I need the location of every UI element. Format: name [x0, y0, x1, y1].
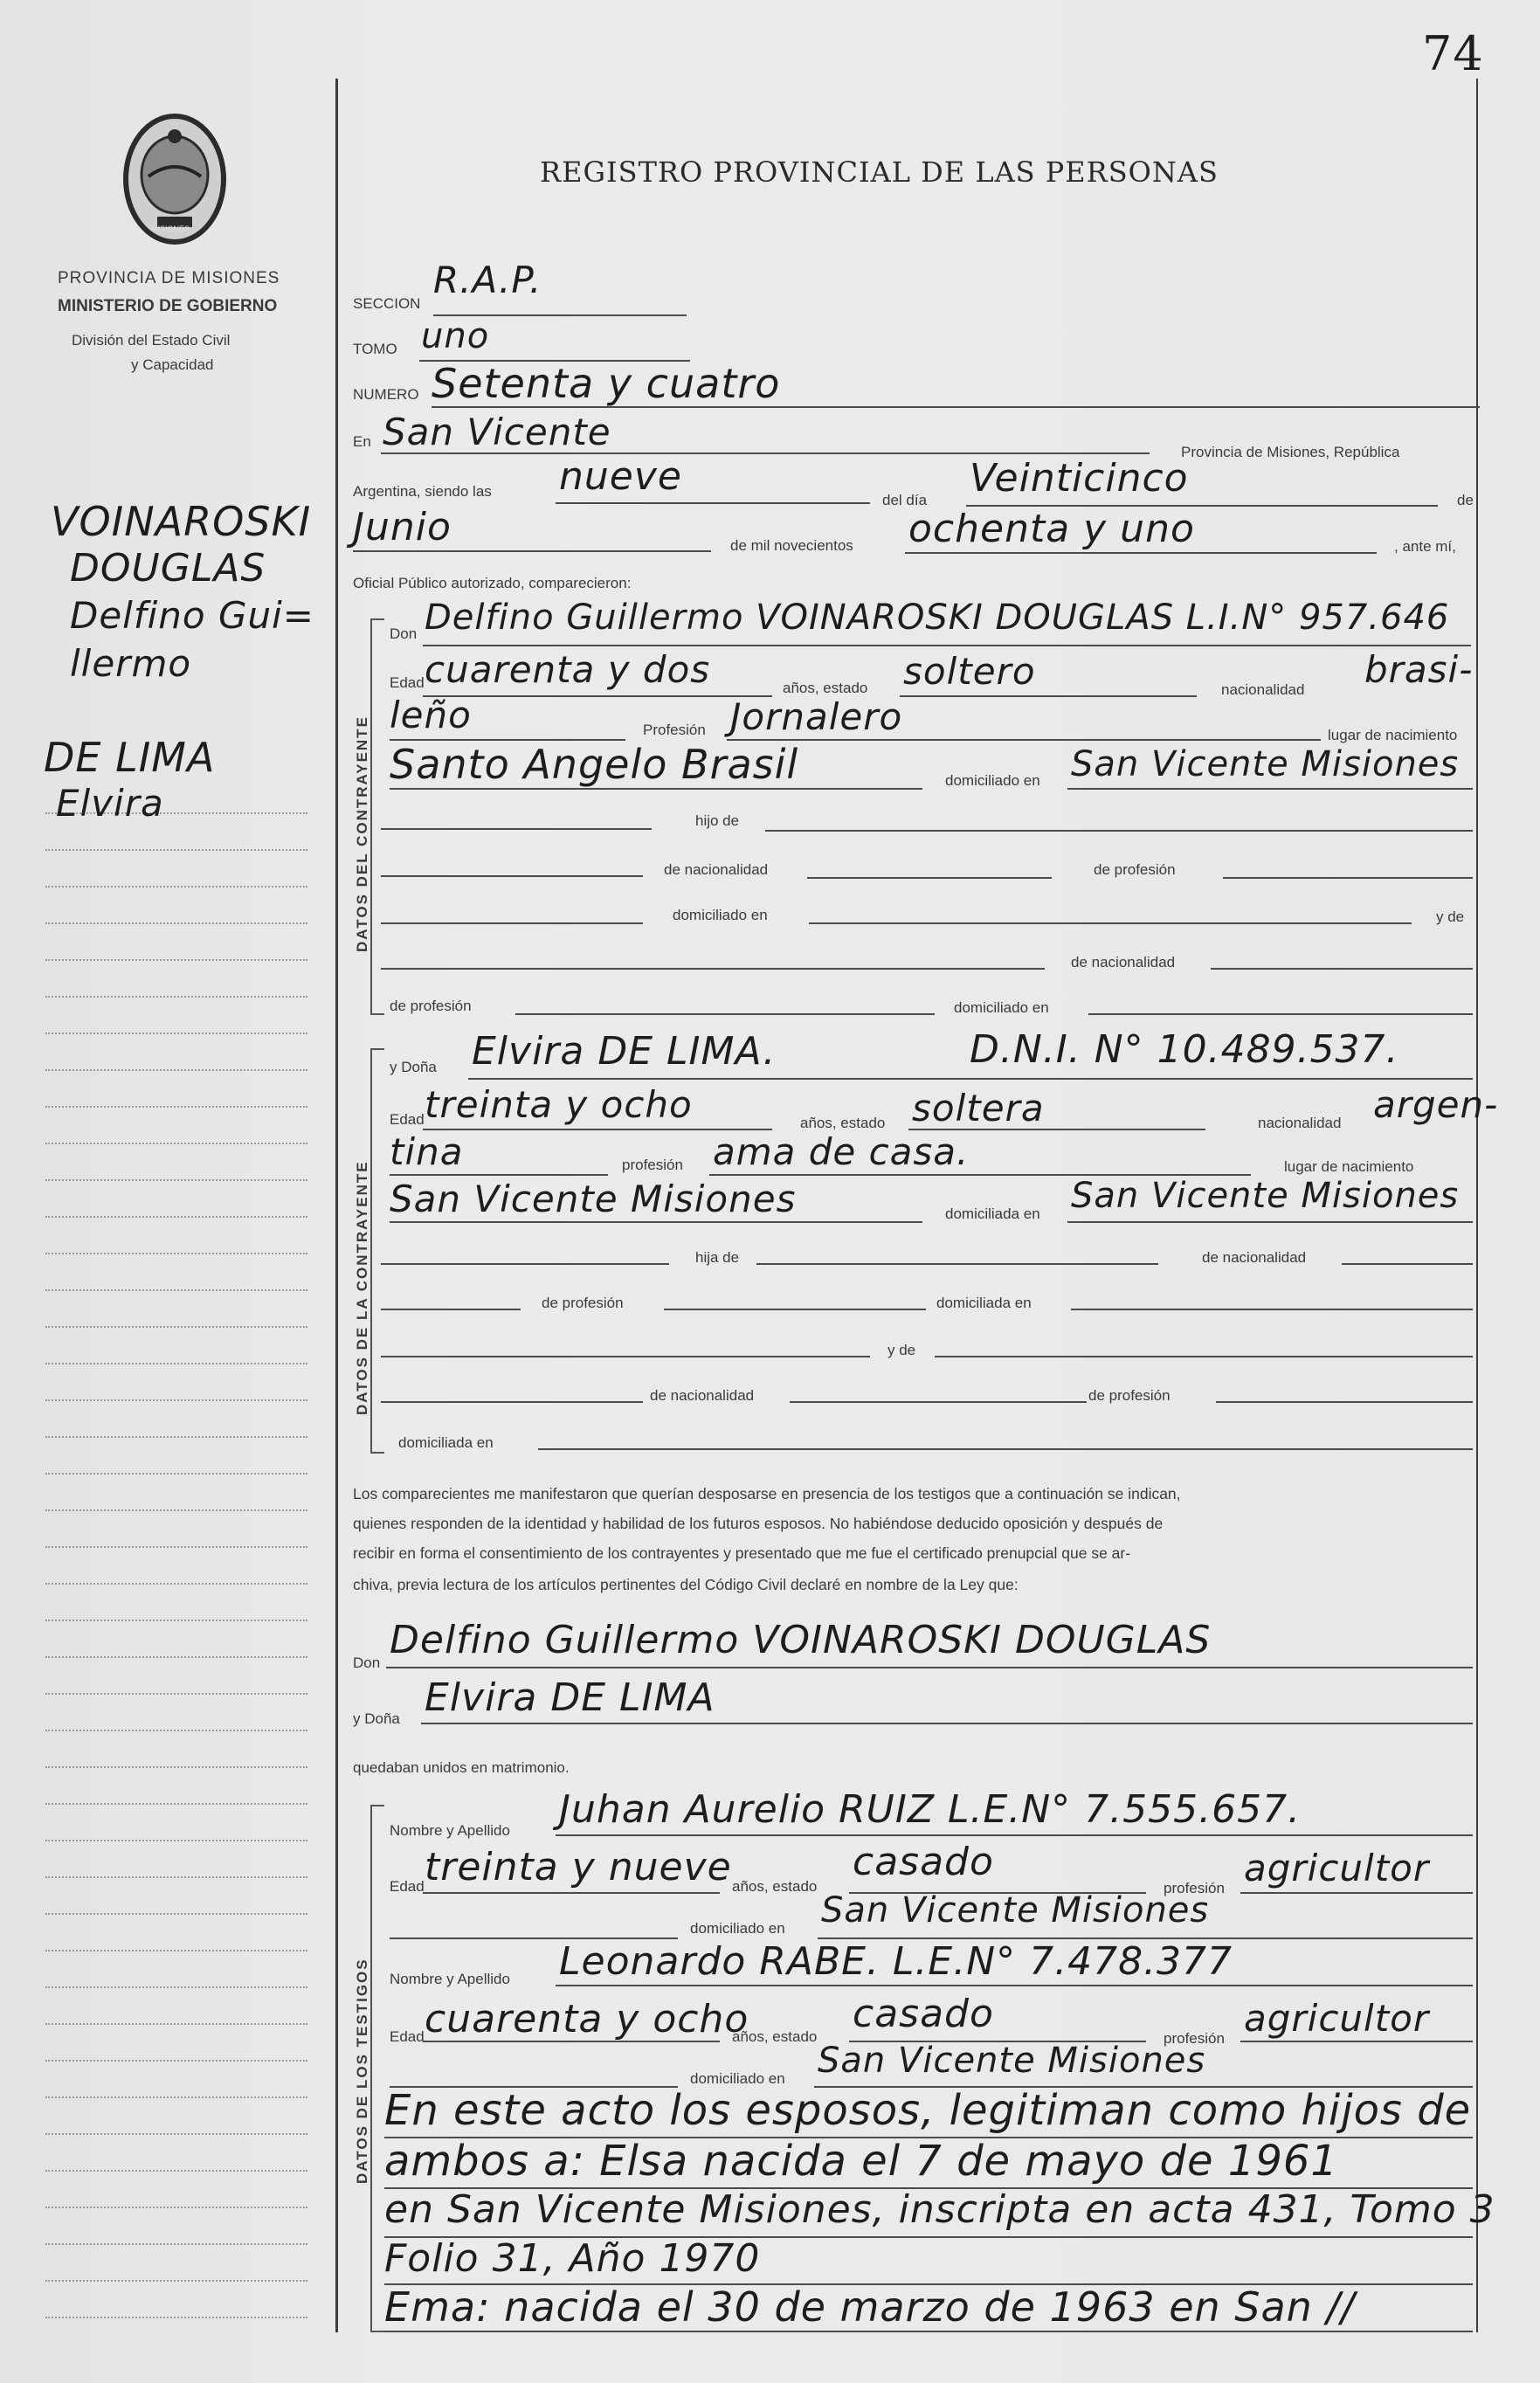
bride-dom-en-label: domiciliada en — [936, 1295, 1032, 1311]
note-line-5: Ema: nacida el 30 de marzo de 1963 en San // — [384, 2283, 1356, 2331]
right-margin-rule — [1476, 79, 1478, 2332]
w2-name-line — [556, 1985, 1473, 1986]
note-line-3: en San Vicente Misiones, inscripta en acta 431, Tomo 3 — [384, 2187, 1495, 2232]
groom-estado-value: soltero — [903, 650, 1036, 693]
groom-edad-line — [423, 695, 772, 697]
argentina-text: Argentina, siendo las — [353, 483, 492, 500]
groom-de-nac-label: de nacionalidad — [664, 861, 769, 878]
bride-domicilio-value: San Vicente Misiones — [1071, 1176, 1460, 1216]
bride-domiciliada-label: domiciliada en — [945, 1205, 1040, 1222]
groom-blank-line-1 — [381, 828, 652, 830]
margin-rule — [45, 849, 307, 851]
bride-y-de-label: y de — [887, 1342, 916, 1358]
margin-groom-given2: llermo — [70, 642, 192, 685]
seccion-value: R.A.P. — [433, 259, 542, 301]
margin-rule — [45, 959, 307, 961]
bride-section-label: DATOS DE LA CONTRAYENTE — [354, 1160, 370, 1415]
institution-ministry: MINISTERIO DE GOBIERNO — [58, 297, 278, 315]
hora-value: nueve — [559, 454, 682, 499]
margin-rule — [45, 2207, 307, 2208]
note-line-4: Folio 31, Año 1970 — [384, 2236, 761, 2281]
bride-blank-line-3 — [381, 1356, 870, 1357]
margin-rule — [45, 2060, 307, 2062]
w2-name-label: Nombre y Apellido — [390, 1971, 510, 1987]
w1-anos-label: años, estado — [732, 1878, 818, 1895]
margin-rule — [45, 1509, 307, 1511]
numero-value: Setenta y cuatro — [432, 360, 781, 407]
groom-de-prof-line — [1223, 877, 1473, 879]
w1-name-label: Nombre y Apellido — [390, 1822, 510, 1839]
margin-rule — [45, 1363, 307, 1364]
ante-mi: , ante mí, — [1394, 538, 1456, 555]
numero-label: NUMERO — [353, 386, 419, 403]
groom-de-prof-label2: de profesión — [390, 998, 472, 1014]
margin-rule — [45, 996, 307, 998]
groom-dom-en-line2 — [1088, 1013, 1473, 1015]
groom-don-label: Don — [390, 625, 418, 642]
bride-lugar-line — [390, 1221, 922, 1223]
bride-de-prof-line — [664, 1309, 926, 1310]
bride-profesion-value: ama de casa. — [713, 1130, 970, 1173]
de-mil-label: de mil novecientos — [730, 537, 853, 554]
bride-dona-value: Elvira DE LIMA. — [472, 1029, 777, 1074]
bride-lugar-value: San Vicente Misiones — [390, 1178, 797, 1220]
groom-dom-en-line — [809, 922, 1412, 924]
margin-rule — [45, 1216, 307, 1218]
w2-anos-label: años, estado — [732, 2028, 818, 2045]
groom-lugar-value: Santo Angelo Brasil — [390, 741, 799, 788]
groom-domiciliado-label: domiciliado en — [945, 772, 1040, 789]
w1-dom-value: San Vicente Misiones — [821, 1890, 1210, 1931]
margin-rule — [45, 1473, 307, 1475]
dia-value: Veinticinco — [970, 456, 1189, 501]
bride-y-de-line — [935, 1356, 1473, 1357]
margin-rule — [45, 2280, 307, 2282]
groom-domicilio-value: San Vicente Misiones — [1071, 744, 1460, 784]
mes-line — [353, 550, 711, 552]
w1-prof-value: agricultor — [1244, 1847, 1430, 1889]
w1-name-line — [556, 1834, 1473, 1836]
bride-edad-value: treinta y ocho — [425, 1083, 693, 1126]
declaration-line-1: Los comparecientes me manifestaron que querían desposarse en presencia de los testigos que a continuación se indican, — [353, 1485, 1181, 1502]
margin-rule — [45, 2170, 307, 2172]
note-line-1: En este acto los esposos, legitiman como hijos de — [384, 2086, 1472, 2135]
margin-rule — [45, 1656, 307, 1658]
margin-rule — [45, 1766, 307, 1768]
witness-bracket — [370, 1805, 384, 2332]
w2-edad-line — [423, 2041, 720, 2042]
margin-rule — [45, 1546, 307, 1548]
w2-edad-label: Edad — [390, 2028, 425, 2045]
groom-dom-en-label2: domiciliado en — [954, 999, 1049, 1016]
margin-rule — [45, 1033, 307, 1034]
bride-estado-value: soltera — [912, 1087, 1045, 1129]
del-dia-label: del día — [882, 492, 928, 508]
decl-dona-value: Elvira DE LIMA — [425, 1675, 715, 1720]
w1-prof-line — [1240, 1892, 1473, 1894]
groom-nacionalidad-label: nacionalidad — [1221, 681, 1305, 698]
w1-estado-value: casado — [853, 1840, 994, 1884]
margin-rule — [45, 1730, 307, 1731]
bride-de-prof-label: de profesión — [542, 1295, 624, 1311]
margin-rule — [45, 1803, 307, 1805]
groom-blank-line-3 — [381, 922, 643, 924]
declaration-line-3: recibir en forma el consentimiento de los contrayentes y presentado que me fue el certificado prenupcial que se ar- — [353, 1544, 1131, 1562]
margin-rule — [45, 1876, 307, 1878]
margin-groom-given1: Delfino Gui= — [70, 594, 314, 637]
bride-nacionalidad-value: argen- — [1373, 1083, 1499, 1126]
w2-estado-value: casado — [853, 1992, 994, 2036]
bride-blank-line-4 — [381, 1401, 643, 1403]
margin-rule — [45, 1106, 307, 1108]
margin-rule — [45, 922, 307, 924]
groom-nacionalidad-value: brasi- — [1364, 648, 1474, 691]
bride-hija-de-label: hija de — [695, 1249, 740, 1266]
groom-de-prof-label: de profesión — [1094, 861, 1176, 878]
margin-rule — [45, 1179, 307, 1181]
margin-rule — [45, 1436, 307, 1438]
w1-edad-value: treinta y nueve — [425, 1845, 732, 1889]
bride-de-prof-label2: de profesión — [1088, 1387, 1171, 1404]
anio-value: ochenta y uno — [908, 507, 1195, 551]
margin-rule — [45, 2133, 307, 2135]
decl-dona-label: y Doña — [353, 1710, 400, 1727]
witness-section-label: DATOS DE LOS TESTIGOS — [354, 1958, 370, 2184]
groom-section-label: DATOS DEL CONTRAYENTE — [354, 715, 370, 952]
page-title: REGISTRO PROVINCIAL DE LAS PERSONAS — [540, 155, 1219, 189]
bride-domicilio-line — [1067, 1221, 1473, 1223]
institution-capacity: y Capacidad — [131, 356, 214, 373]
margin-rule — [45, 1289, 307, 1291]
groom-y-de-label: y de — [1436, 908, 1465, 925]
decl-don-line — [386, 1667, 1473, 1668]
groom-domicilio-line — [1067, 788, 1473, 790]
margin-rule — [45, 2243, 307, 2245]
en-label: En — [353, 433, 371, 450]
margin-rule — [45, 1143, 307, 1144]
decl-dona-line — [421, 1723, 1473, 1724]
bride-de-prof-line2 — [1216, 1401, 1473, 1403]
groom-de-nac-line — [807, 877, 1052, 879]
bride-doc-value: D.N.I. N° 10.489.537. — [970, 1027, 1399, 1072]
w1-prof-label: profesión — [1164, 1880, 1225, 1896]
decl-don-value: Delfino Guillermo VOINAROSKI DOUGLAS — [390, 1618, 1212, 1662]
seccion-label: SECCION — [353, 295, 421, 312]
margin-rule — [45, 1620, 307, 1621]
margin-groom-surname2: DOUGLAS — [70, 546, 266, 591]
groom-bracket — [370, 618, 384, 1015]
w2-prof-label: profesión — [1164, 2030, 1225, 2047]
bride-anos-label: años, estado — [800, 1115, 886, 1131]
bride-nacionalidad-label: nacionalidad — [1258, 1115, 1342, 1131]
bride-blank-line-2 — [381, 1309, 521, 1310]
w2-prof-line — [1240, 2041, 1473, 2042]
bride-bracket — [370, 1048, 384, 1454]
bride-nac-cont-line — [390, 1174, 608, 1176]
w1-edad-line — [423, 1892, 720, 1894]
groom-estado-line — [900, 695, 1197, 697]
groom-de-nac-label2: de nacionalidad — [1071, 954, 1176, 970]
groom-dom-en-label: domiciliado en — [673, 907, 768, 923]
bride-de-nac-label: de nacionalidad — [1202, 1249, 1307, 1266]
institution-division: División del Estado Civil — [72, 332, 231, 349]
tomo-value: uno — [421, 316, 490, 356]
groom-blank-line-2 — [381, 875, 643, 877]
groom-edad-value: cuarenta y dos — [425, 648, 711, 691]
w2-dom-label: domiciliado en — [690, 2070, 785, 2087]
groom-don-line — [423, 645, 1471, 646]
left-margin-rule — [335, 79, 338, 2332]
groom-lugar-line — [390, 788, 922, 790]
institution-province: PROVINCIA DE MISIONES — [58, 269, 280, 287]
bride-de-nac-label2: de nacionalidad — [650, 1387, 755, 1404]
margin-rule — [45, 1326, 307, 1328]
bride-dom-en-label2: domiciliada en — [398, 1434, 494, 1451]
groom-profesion-line — [727, 739, 1321, 741]
declaration-line-4: chiva, previa lectura de los artículos pertinentes del Código Civil declaré en nombre de la Ley que: — [353, 1576, 1019, 1593]
bride-de-nac-line2 — [790, 1401, 1087, 1403]
bride-dom-en-line2 — [538, 1448, 1473, 1450]
groom-de-prof-line2 — [515, 1013, 935, 1015]
groom-profesion-label: Profesión — [643, 722, 706, 738]
groom-lugar-label: lugar de nacimiento — [1328, 727, 1458, 743]
anio-line — [905, 552, 1377, 554]
en-value: San Vicente — [383, 411, 611, 453]
margin-rule — [45, 1253, 307, 1254]
note-line-5-rule — [384, 2331, 1473, 2332]
provincia-text: Provincia de Misiones, República — [1181, 444, 1400, 460]
mes-value: Junio — [353, 505, 452, 549]
margin-rule — [45, 2023, 307, 2025]
en-line — [381, 452, 1150, 454]
bride-edad-label: Edad — [390, 1111, 425, 1128]
groom-de-nac-line2 — [1211, 968, 1473, 970]
groom-hijo-de-label: hijo de — [695, 812, 740, 829]
tomo-label: TOMO — [353, 341, 397, 357]
margin-groom-surname: VOINAROSKI — [51, 498, 312, 545]
margin-bride-surname: DE LIMA — [44, 734, 216, 781]
bride-dom-en-line — [1071, 1309, 1473, 1310]
bride-dona-line — [468, 1078, 1473, 1080]
w2-name-value: Leonardo RABE. L.E.N° 7.478.377 — [559, 1939, 1233, 1984]
groom-don-value: Delfino Guillermo VOINAROSKI DOUGLAS L.I.N° 957.646 — [425, 597, 1450, 638]
margin-rule — [45, 1840, 307, 1841]
bride-de-nac-line — [1342, 1263, 1473, 1265]
groom-hijo-de-line — [765, 830, 1473, 832]
page-number: 74 — [1422, 26, 1484, 81]
oficial-text: Oficial Público autorizado, comparecieron: — [353, 575, 632, 591]
margin-rule — [45, 2317, 307, 2318]
margin-rule — [45, 1693, 307, 1695]
margin-rule — [45, 1986, 307, 1988]
groom-nacionalidad-cont: leño — [390, 694, 472, 736]
bride-blank-line-1 — [381, 1263, 669, 1265]
bride-hija-de-line — [756, 1263, 1158, 1265]
margin-bride-given: Elvira — [56, 782, 164, 825]
decl-don-label: Don — [353, 1654, 381, 1671]
numero-line — [432, 406, 1480, 408]
margin-rule — [45, 1069, 307, 1071]
groom-blank-line-4 — [381, 968, 1045, 970]
decl-quedaban: quedaban unidos en matrimonio. — [353, 1759, 570, 1776]
w2-edad-value: cuarenta y ocho — [425, 1997, 749, 2041]
note-line-2: ambos a: Elsa nacida el 7 de mayo de 1961 — [384, 2137, 1338, 2186]
w1-dom-label: domiciliado en — [690, 1920, 785, 1937]
bride-dona-label: y Doña — [390, 1059, 437, 1075]
groom-edad-label: Edad — [390, 674, 425, 691]
margin-rule — [45, 2096, 307, 2098]
w2-prof-value: agricultor — [1244, 1997, 1430, 2040]
groom-anos-label: años, estado — [783, 680, 868, 696]
de-label: de — [1457, 492, 1474, 508]
margin-rule — [45, 1583, 307, 1585]
margin-rule — [45, 1950, 307, 1951]
hora-line — [556, 502, 870, 504]
w1-name-value: Juhan Aurelio RUIZ L.E.N° 7.555.657. — [559, 1787, 1302, 1832]
bride-nacionalidad-cont: tina — [390, 1130, 464, 1173]
margin-rule — [45, 1913, 307, 1915]
margin-rule — [45, 886, 307, 888]
bride-profesion-label: profesión — [622, 1157, 683, 1173]
w1-edad-label: Edad — [390, 1878, 425, 1895]
declaration-line-2: quienes responden de la identidad y habilidad de los futuros esposos. No habiéndose deducido oposición y después de — [353, 1515, 1164, 1532]
bride-lugar-label: lugar de nacimiento — [1284, 1158, 1414, 1175]
w2-dom-value: San Vicente Misiones — [818, 2041, 1206, 2081]
groom-profesion-value: Jornalero — [730, 695, 903, 738]
margin-rule — [45, 1399, 307, 1401]
seal-text: MISIONES — [151, 224, 190, 233]
